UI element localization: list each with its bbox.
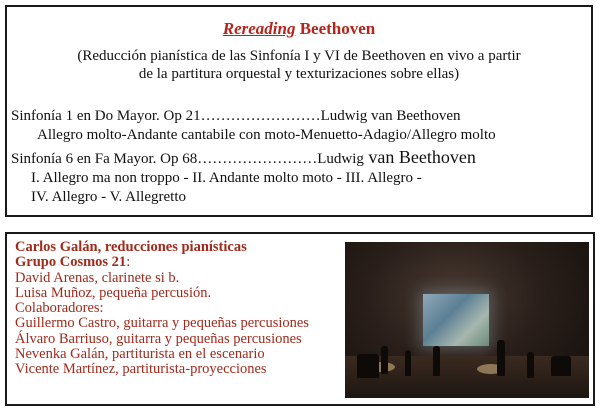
credit-line-3: David Arenas, clarinete si b.: [15, 269, 180, 286]
symphony6-composer-a: Ludwig: [317, 151, 364, 167]
piano-silhouette: [357, 354, 379, 378]
symphony1-dots: ……………………: [200, 108, 321, 124]
program-title-rest: Beethoven: [295, 19, 376, 38]
credit-line-5: Colaboradores:: [15, 300, 104, 317]
group-name: Grupo Cosmos 21: [15, 254, 127, 271]
symphony6-dots: ……………………: [197, 151, 318, 167]
concert-photo: [345, 242, 589, 398]
symphony1-composer: Ludwig van Beethoven: [320, 108, 461, 124]
program-subtitle-line1: (Reducción pianística de las Sinfonía I y VI de Beethoven en vivo a partir: [77, 48, 521, 64]
credit-line-8: Nevenka Galán, partiturista en el escenario: [15, 346, 265, 363]
performer-silhouette: [381, 346, 388, 374]
table-silhouette: [551, 356, 571, 376]
program-title: [7, 19, 591, 39]
projection-screen: [423, 294, 489, 346]
credits-list: [15, 240, 345, 378]
symphony1-movements: Allegro molto-Andante cantabile con moto-Menuetto-Adagio/Allegro molto: [37, 127, 496, 143]
symphony6-movements-line1: I. Allegro ma non troppo - II. Andante molto moto - III. Allegro -: [31, 170, 422, 186]
performer-silhouette: [405, 350, 411, 376]
program-subtitle-line2: de la partitura orquestal y texturizaciones sobre ellas): [138, 66, 460, 82]
credit-line-4: Luisa Muñoz, pequeña percusión.: [15, 284, 212, 301]
program-subtitle: [27, 47, 571, 83]
symphony6-movements-line2: IV. Allegro - V. Allegretto: [31, 189, 186, 205]
program-title-italic: Rereading: [222, 19, 296, 38]
credit-line-1: Carlos Galán, reducciones pianísticas: [15, 239, 247, 255]
group-name-colon: :: [126, 254, 131, 271]
symphony6-heading: [11, 148, 587, 168]
credit-line-6: Guillermo Castro, guitarra y pequeñas percusiones: [15, 315, 309, 332]
performer-silhouette: [497, 340, 505, 376]
performer-silhouette: [527, 352, 534, 378]
symphony6-composer-b: van Beethoven: [363, 147, 476, 167]
program-box: [5, 5, 593, 217]
credit-line-9: Vicente Martínez, partiturista-proyecciones: [15, 361, 267, 378]
credit-line-7: Álvaro Barriuso, guitarra y pequeñas percusiones: [15, 330, 302, 347]
symphony6-title: Sinfonía 6 en Fa Mayor. Op 68: [11, 151, 198, 167]
symphony1-heading: [11, 107, 587, 125]
symphony1-title: Sinfonía 1 en Do Mayor. Op 21: [11, 108, 201, 124]
credits-box: [5, 232, 595, 406]
credit-line-2: [15, 255, 345, 270]
performer-silhouette: [433, 346, 440, 376]
